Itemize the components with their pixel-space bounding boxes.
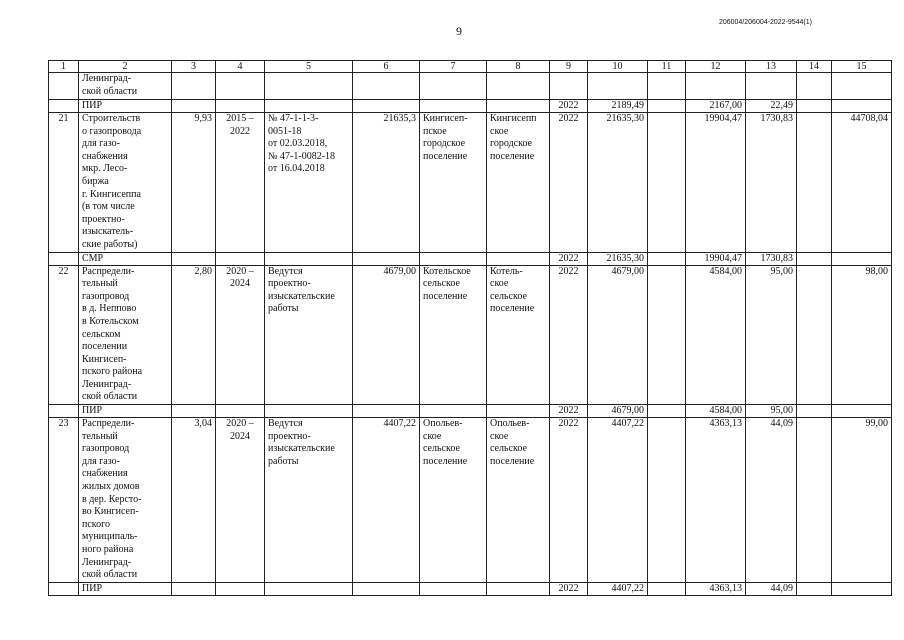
length: 3,04 <box>172 418 216 583</box>
col14 <box>797 418 832 583</box>
col11 <box>648 418 686 583</box>
subrow-year: 2022 <box>550 405 588 418</box>
local: 95,00 <box>746 265 797 405</box>
col14 <box>797 265 832 405</box>
length: 9,93 <box>172 113 216 253</box>
column-header: 11 <box>648 61 686 73</box>
row-number: 22 <box>49 265 79 405</box>
table-row <box>49 265 892 405</box>
regional: 4363,13 <box>686 418 746 583</box>
documents: Ведутся проектно- изыскательские работы <box>265 265 353 405</box>
object-name: Распредели- тельный газопровод в д. Неппово в Котельском сельском поселении Кингисеп- пского района Ленинград- ской области <box>79 265 172 405</box>
period: 2015 – 2022 <box>216 113 265 253</box>
column-header: 6 <box>353 61 420 73</box>
cost: 21635,3 <box>353 113 420 253</box>
settlement: Опольев- ское сельское поселение <box>420 418 487 583</box>
column-header: 10 <box>588 61 648 73</box>
subrow-label: ПИР <box>79 100 172 113</box>
table-subrow <box>49 100 892 113</box>
column-header: 2 <box>79 61 172 73</box>
object-name: Ленинград- ской области <box>79 73 172 100</box>
total: 4407,22 <box>588 418 648 583</box>
table-row-continuation <box>49 73 892 100</box>
table-subrow <box>49 405 892 418</box>
subrow-year: 2022 <box>550 100 588 113</box>
year: 2022 <box>550 418 588 583</box>
subrow-regional: 4584,00 <box>686 405 746 418</box>
column-header: 8 <box>487 61 550 73</box>
column-header: 1 <box>49 61 79 73</box>
object-name: Строительств о газопровода для газо- снабжения мкр. Лесо- биржа г. Кингисеппа (в том числе проектно- изыскатель- ские работы) <box>79 113 172 253</box>
row-number: 21 <box>49 113 79 253</box>
column-header: 15 <box>832 61 892 73</box>
subrow-local: 95,00 <box>746 405 797 418</box>
col11 <box>648 265 686 405</box>
subrow-regional: 19904,47 <box>686 252 746 265</box>
col11 <box>648 113 686 253</box>
table-subrow <box>49 582 892 595</box>
col14 <box>797 113 832 253</box>
row-number: 23 <box>49 418 79 583</box>
period: 2020 – 2024 <box>216 265 265 405</box>
year: 2022 <box>550 113 588 253</box>
column-header: 12 <box>686 61 746 73</box>
subrow-year: 2022 <box>550 252 588 265</box>
col15: 44708,04 <box>832 113 892 253</box>
regional: 4584,00 <box>686 265 746 405</box>
subrow-total: 4407,22 <box>588 582 648 595</box>
column-numbers-row <box>49 61 892 73</box>
cost: 4407,22 <box>353 418 420 583</box>
cost: 4679,00 <box>353 265 420 405</box>
length: 2,80 <box>172 265 216 405</box>
documents: № 47-1-1-3- 0051-18 от 02.03.2018, № 47-1-0082-18 от 16.04.2018 <box>265 113 353 253</box>
municipality: Кингисепп ское городское поселение <box>487 113 550 253</box>
column-header: 13 <box>746 61 797 73</box>
data-table <box>48 60 892 596</box>
table-subrow <box>49 252 892 265</box>
column-header: 14 <box>797 61 832 73</box>
period: 2020 – 2024 <box>216 418 265 583</box>
page-number: 9 <box>456 24 462 38</box>
local: 44,09 <box>746 418 797 583</box>
subrow-label: ПИР <box>79 582 172 595</box>
subrow-total: 2189,49 <box>588 100 648 113</box>
column-header: 4 <box>216 61 265 73</box>
settlement: Котельское сельское поселение <box>420 265 487 405</box>
subrow-regional: 2167,00 <box>686 100 746 113</box>
subrow-total: 21635,30 <box>588 252 648 265</box>
table-row <box>49 418 892 583</box>
local: 1730,83 <box>746 113 797 253</box>
year: 2022 <box>550 265 588 405</box>
subrow-local: 44,09 <box>746 582 797 595</box>
subrow-regional: 4363,13 <box>686 582 746 595</box>
municipality: Котель- ское сельское поселение <box>487 265 550 405</box>
subrow-local: 22,49 <box>746 100 797 113</box>
subrow-label: ПИР <box>79 405 172 418</box>
settlement: Кингисеп- пское городское поселение <box>420 113 487 253</box>
col15: 98,00 <box>832 265 892 405</box>
column-header: 5 <box>265 61 353 73</box>
column-header: 3 <box>172 61 216 73</box>
table-row <box>49 113 892 253</box>
subrow-local: 1730,83 <box>746 252 797 265</box>
regional: 19904,47 <box>686 113 746 253</box>
subrow-total: 4679,00 <box>588 405 648 418</box>
subrow-label: СМР <box>79 252 172 265</box>
col15: 99,00 <box>832 418 892 583</box>
column-header: 9 <box>550 61 588 73</box>
column-header: 7 <box>420 61 487 73</box>
total: 4679,00 <box>588 265 648 405</box>
documents: Ведутся проектно- изыскательские работы <box>265 418 353 583</box>
document-code: 206004/206004-2022-9544(1) <box>718 19 812 26</box>
subrow-year: 2022 <box>550 582 588 595</box>
total: 21635,30 <box>588 113 648 253</box>
object-name: Распредели- тельный газопровод для газо- снабжения жилых домов в дер. Керсто- во Кингисеп- пского муниципаль- ного района Ленинград- ской области <box>79 418 172 583</box>
municipality: Опольев- ское сельское поселение <box>487 418 550 583</box>
